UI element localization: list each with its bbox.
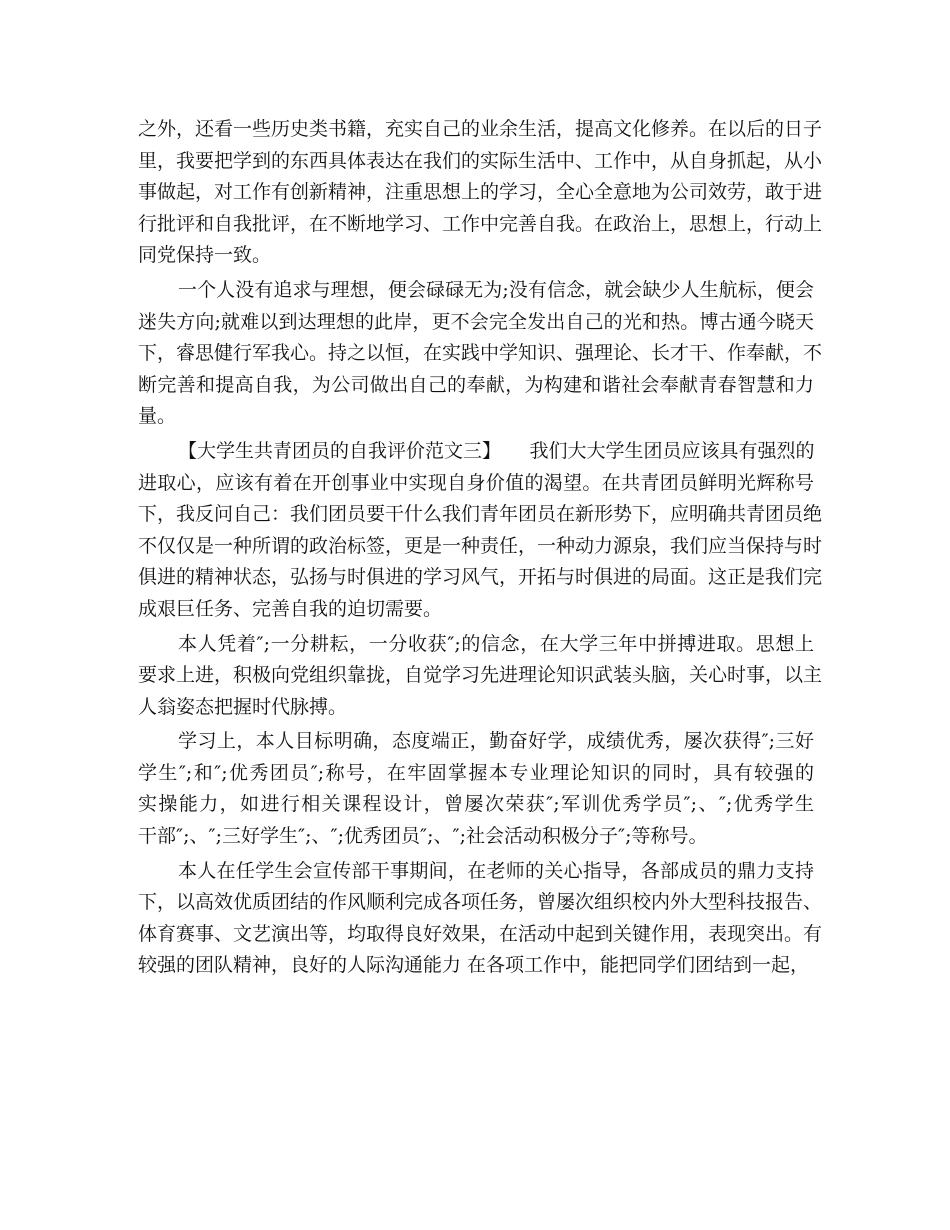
text-line: 体育赛事、文艺演出等，均取得良好效果，在活动中起到关键作用，表现突出。有	[138, 922, 823, 945]
paragraph-2	[138, 275, 823, 433]
text-line: 实操能力，如进行相关课程设计，曾屡次荣获″;军训优秀学员″;、″;优秀学生	[138, 793, 814, 816]
text-line: 行批评和自我批评，在不断地学习、工作中完善自我。在政治上，思想上，行动上	[138, 212, 823, 235]
text-line: 下，睿思健行军我心。持之以恒，在实践中学知识、强理论、长才干、作奉献，不	[138, 342, 823, 365]
text-line: 学生″;和″;优秀团员″;称号，在牢固掌握本专业理论知识的同时，具有较强的	[138, 761, 814, 784]
text-line: 学习上，本人目标明确，态度端正，勤奋好学，成绩优秀，屡次获得″;三好	[178, 730, 814, 753]
text-line: 本人在任学生会宣传部干事期间，在老师的关心指导，各部成员的鼎力支持	[178, 859, 814, 882]
text-line: 本人凭着″;一分耕耘，一分收获″;的信念，在大学三年中拼搏进取。思想上	[178, 632, 814, 655]
paragraph-3	[138, 436, 823, 626]
text-line: 干部″;、″;三好学生″;、″;优秀团员″;、″;社会活动积极分子″;等称号。	[138, 825, 708, 848]
text-line: 较强的团队精神，良好的人际沟通能力 在各项工作中，能把同学们团结到一起，	[138, 954, 810, 977]
text-line: 要求上进，积极向党组织靠拢，自觉学习先进理论知识武装头脑，关心时事，以主	[138, 664, 823, 687]
text-line: 之外，还看一些历史类书籍，充实自己的业余生活，提高文化修养。在以后的日子	[138, 118, 823, 140]
text-line: 同党保持一致。	[138, 244, 272, 267]
text-line: 人翁姿态把握时代脉搏。	[138, 695, 348, 718]
paragraph-1	[138, 114, 823, 272]
text-line: 里，我要把学到的东西具体表达在我们的实际生活中、工作中，从自身抓起，从小	[138, 149, 823, 172]
text-line: 事做起，对工作有创新精神，注重思想上的学习，全心全意地为公司效劳，敢于进	[138, 181, 823, 204]
text-line: 进取心，应该有着在开创事业中实现自身价值的渴望。在共青团员鲜明光辉称号	[138, 471, 814, 494]
text-line: 不仅仅是一种所谓的政治标签，更是一种责任，一种动力源泉，我们应当保持与时	[138, 534, 823, 557]
text-line: 断完善和提高自我，为公司做出自己的奉献，为构建和谐社会奉献青春智慧和力	[138, 373, 814, 396]
paragraph-6	[138, 856, 823, 982]
text-line: 一个人没有追求与理想，便会碌碌无为;没有信念，就会缺少人生航标，便会	[178, 278, 814, 301]
text-line: 迷失方向;就难以到达理想的此岸，更不会完全发出自己的光和热。博古通今晓天	[138, 310, 814, 333]
paragraph-5	[138, 726, 814, 852]
text-line: 俱进的精神状态，弘扬与时俱进的学习风气，开拓与时俱进的局面。这正是我们完	[138, 566, 823, 589]
text-line: 【大学生共青团员的自我评价范文三】 我们大大学生团员应该具有强烈的	[178, 439, 815, 462]
text-line: 下，我反问自己：我们团员要干什么我们青年团员在新形势下，应明确共青团员绝	[138, 503, 823, 526]
text-line: 量。	[138, 405, 177, 428]
document-page	[138, 114, 823, 982]
text-line: 下，以高效优质团结的作风顺利完成各项任务，曾屡次组织校内外大型科技报告、	[138, 891, 823, 914]
text-line: 成艰巨任务、完善自我的迫切需要。	[138, 597, 443, 620]
paragraph-4	[138, 629, 823, 724]
